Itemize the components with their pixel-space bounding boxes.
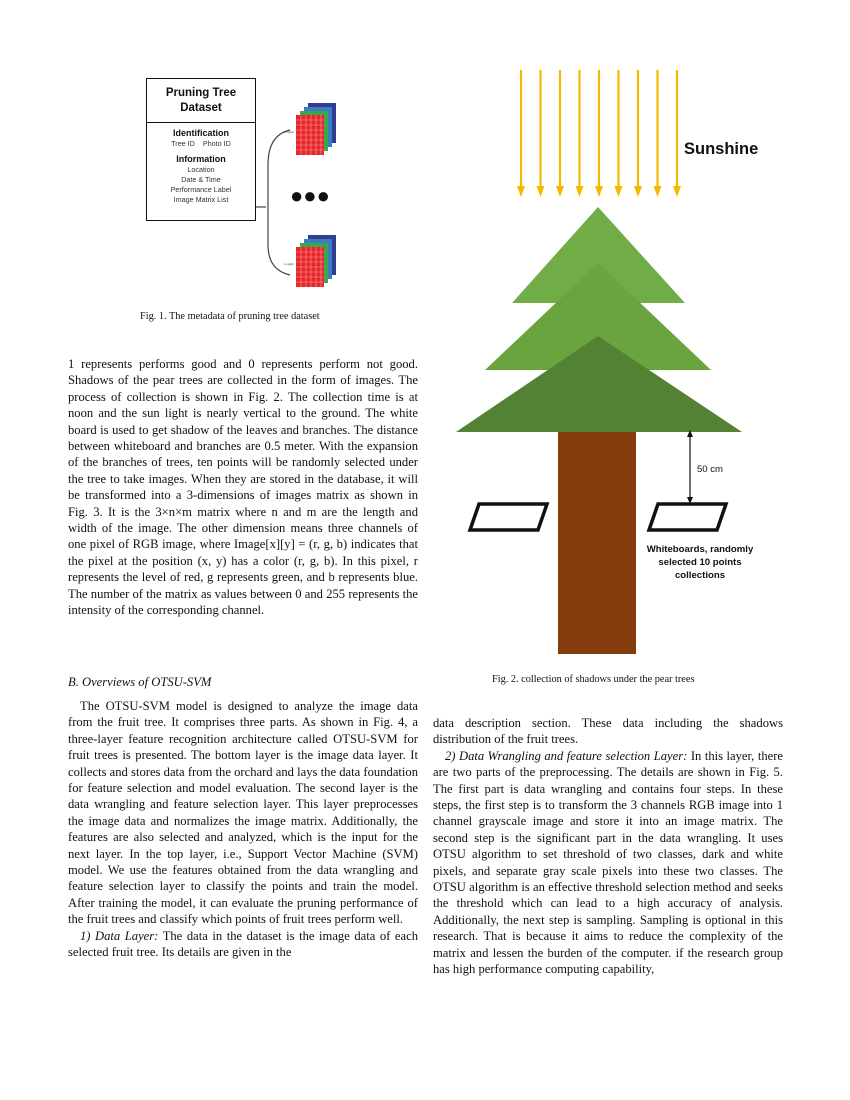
body-paragraph: 1 represents performs good and 0 represents perform not good. Shadows of the pear trees are collected in the form of images. The process of collection is shown in Fig. 2. The collection time is at noon and the sun light is nearly vertical to the ground. The white board is used to get shadow of the leaves and branches. The distance between whiteboard and branches are 0.5 meter. With the expansion of the branches of trees, ten points will be randomly selected under the tree to take images. When they are stored in the database, it will be transformed into a 3-dimensions of images matrix as shown in Fig. 3. It is the 3×n×m matrix where n and m are the length and width of the image. The other dimension means three channels of one pixel of RGB image, where Image[x][y] = (r, g, b) indicates that the pixel at the position (x, y) has a color (r, g, b). In this pixel, r represents the level of red, g represents green, and b represents blue. The number of the matrix as values between 0 and 255 represents the intensity of the corresponding channel. (68, 357, 418, 618)
dataset-box-title: Pruning Tree Dataset (147, 79, 255, 123)
information-item: Date & Time (181, 175, 221, 184)
body-paragraph: data description section. These data including the shadows distribution of the fruit trees. (433, 716, 783, 747)
right-column-body (433, 715, 783, 978)
image-matrix-stack-top (284, 103, 336, 155)
subsection-heading: 1) Data Layer: (80, 928, 159, 943)
sun-ray-arrowhead (634, 186, 642, 197)
fig1-graphics (240, 95, 350, 300)
left-column-body-top (68, 356, 418, 619)
svg-text:Length: Length (284, 262, 294, 266)
sun-ray-arrowhead (654, 186, 662, 197)
sun-ray-arrowhead (595, 186, 603, 197)
body-paragraph: 2) Data Wrangling and feature selection Layer: In this layer, there are two parts of the preprocessing. The details are shown in Fig. 5. The first part is data wrangling and contains four steps. In these steps, the first step is to transform the 3 channels RGB image into 1 channel grayscale image and store it into an image matrix. The second step is the significant part in the data wrangling. It uses OTSU algorithm to set threshold of two classes, dark and white pixels, and separate gray scale pixels into these two classes. The OTSU algorithm is an effective threshold selection method and seeks the threshold which can lead to a high accuracy of analysis. Additionally, the next step is sampling. Sampling is optional in this research. That is because it aims to reduce the complexity of the matrix and lessen the burden of the computer. if the research group has high performance computing capability, (433, 748, 784, 977)
information-item: Performance Label (170, 185, 232, 194)
sun-ray-arrowhead (556, 186, 564, 197)
body-paragraph: The OTSU-SVM model is designed to analyze the image data from the fruit tree. It comprises three parts. As shown in Fig. 4, a three-layer feature recognition architecture called OTSU-SVM for fruit trees is presented. The bottom layer is the image data layer. It collects and stores data from the orchard and lays the data foundation for feature selection and model evaluation. The second layer is the data wrangling and feature selection layer. This layer preprocesses the image data and normalizes the image matrix. Additionally, the features are also selected and analyzed, which is the input for the next layer. In the top layer, i.e., Support Vector Machine (SVM) model. We use the features obtained from the data wrangling and feature selection layer to classify the points and train the model. After training the model, it can evaluate the pruning performance of the fruit trees and classify which points of fruit trees perform well. (68, 699, 418, 927)
information-item: Location (187, 165, 215, 174)
whiteboard-right (649, 504, 726, 530)
distance-label: 50 cm (697, 464, 723, 475)
sun-ray-arrowhead (673, 186, 681, 197)
sun-arrows (517, 70, 681, 197)
information-item: Image Matrix List (173, 195, 229, 204)
fig2-caption: Fig. 2. collection of shadows under the pear trees (492, 674, 695, 685)
sun-ray-arrowhead (517, 186, 525, 197)
sun-ray-arrowhead (537, 186, 545, 197)
left-column-body-bottom (68, 698, 418, 961)
whiteboard-left (470, 504, 547, 530)
fig1-caption: Fig. 1. The metadata of pruning tree dataset (140, 311, 320, 322)
ellipsis: ●●● (290, 183, 330, 208)
tree-lower-triangle (456, 336, 742, 432)
identification-heading: Identification (173, 128, 229, 138)
section-heading: B. Overviews of OTSU-SVM (68, 675, 212, 689)
sun-ray-arrowhead (615, 186, 623, 197)
sun-ray-arrowhead (576, 186, 584, 197)
whiteboard-label: Whiteboards, randomly selected 10 points collections (646, 544, 754, 581)
body-paragraph: 1) Data Layer: The data in the dataset is the image data of each selected fruit tree. Its details are given in the (68, 928, 418, 960)
image-matrix-stack-bottom (284, 235, 336, 287)
information-heading: Information (176, 154, 226, 164)
tree-trunk (558, 432, 636, 654)
subsection-heading: 2) Data Wrangling and feature selection Layer: (445, 748, 688, 763)
sunshine-label: Sunshine (684, 140, 759, 158)
identification-items: Tree ID Photo ID (171, 139, 231, 148)
svg-text:Length: Length (284, 130, 294, 134)
